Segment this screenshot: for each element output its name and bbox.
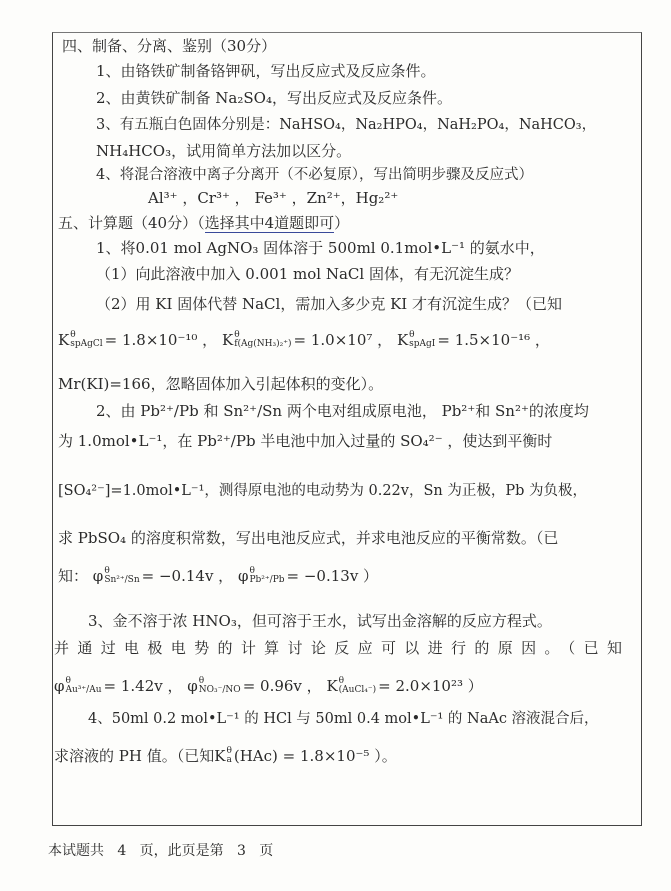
section4-ions: Al³⁺ ，Cr³⁺ ， Fe³⁺ ，Zn²⁺，Hg₂²⁺ [148, 189, 399, 207]
s5-q2-line4: 求 PbSO₄ 的溶度积常数，写出电池反应式，并求电池反应的平衡常数。（已 [58, 529, 559, 547]
ksp-agcl [58, 330, 217, 350]
known-label: 知： [58, 567, 89, 585]
ksp-agi [397, 330, 550, 350]
theta: θ [226, 746, 232, 756]
phi-au [54, 676, 182, 696]
value: (HAc) = 1.8×10⁻⁵ ）。 [233, 747, 397, 765]
s5-q4-line1: 4、50ml 0.2 mol•L⁻¹ 的 HCl 与 50ml 0.4 mol•L⁻¹ 的 NaAc 溶液混合后， [88, 711, 599, 727]
value: = 1.5×10⁻¹⁶ ， [437, 331, 550, 349]
s5-q1-part1: （1）向此溶液中加入 0.001 mol NaCl 固体，有无沉淀生成？ [96, 265, 519, 283]
ka-hac [214, 746, 396, 766]
value: = 0.96v ， [242, 677, 322, 695]
s5-q1-line1: 1、将0.01 mol AgNO₃ 固体溶于 500ml 0.1mol•L⁻¹ 的氨水中， [96, 239, 545, 257]
s5-q2-line3: [SO₄²⁻]=1.0mol•L⁻¹，测得原电池的电动势为 0.22v，Sn 为正极，Pb 为负极， [58, 483, 588, 499]
theta: θ [104, 566, 110, 576]
subscript: f(Ag(NH₃)₂⁺) [234, 339, 292, 349]
symbol: φ [54, 677, 65, 695]
section5-note: 选择其中4道题即可 [204, 214, 335, 232]
symbol: φ [92, 567, 104, 585]
theta: θ [70, 330, 76, 340]
value: = 1.0×10⁷ ， [293, 331, 393, 349]
section4-q3-line1: 3、有五瓶白色固体分别是：NaHSO₄，Na₂HPO₄，NaH₂PO₄，NaHCO₃， [96, 117, 597, 133]
section4-q3-line2: NH₄HCO₃，试用简单方法加以区分。 [96, 142, 352, 160]
symbol: K [221, 331, 234, 349]
subscript: a [226, 755, 232, 765]
section4-q1: 1、由铬铁矿制备铬钾矾，写出反应式及反应条件。 [96, 62, 436, 80]
s5-q1-part2: （2）用 KI 固体代替 NaCl，需加入多少克 KI 才有沉淀生成？（已知 [96, 295, 562, 313]
theta: θ [65, 676, 71, 686]
subscript: NO₃⁻/NO [198, 685, 241, 695]
section5-title-end: ） [334, 214, 350, 232]
value: = −0.13v ） [286, 567, 379, 585]
section5-title [58, 213, 349, 233]
text: 求溶液的 PH 值。（已知 [54, 747, 215, 765]
value: = 1.42v ， [103, 677, 183, 695]
symbol: K [396, 331, 409, 349]
symbol: φ [187, 677, 198, 695]
value: = −0.14v ， [141, 567, 234, 585]
phi-sn [93, 566, 233, 586]
section5-title-text: 五、计算题（40分）（ [58, 214, 205, 232]
symbol: φ [237, 567, 249, 585]
s5-q2-line1: 2、由 Pb²⁺/Pb 和 Sn²⁺/Sn 两个电对组成原电池， Pb²⁺和 Sn²⁺的浓度均 [96, 402, 589, 420]
subscript: Au³⁺/Au [65, 685, 102, 695]
theta: θ [198, 676, 205, 686]
section4-q4: 4、将混合溶液中离子分离开（不必复原），写出简明步骤及反应式） [96, 167, 533, 183]
s5-q2-known [58, 566, 378, 586]
s5-q1-end: Mr(KI)=166，忽略固体加入引起体积的变化）。 [58, 375, 384, 393]
theta: θ [249, 566, 255, 576]
theta: θ [234, 330, 240, 340]
theta: θ [338, 676, 345, 686]
kf-aucl4 [326, 676, 482, 696]
s5-q2-line2: 为 1.0mol•L⁻¹，在 Pb²⁺/Pb 半电池中加入过量的 SO₄²⁻ ，使达到平衡时 [58, 432, 553, 450]
subscript: spAgCl [70, 339, 103, 349]
section4-title: 四、制备、分离、鉴别（30分） [62, 37, 277, 55]
s5-q1-constants [58, 330, 550, 350]
page-footer: 本试题共 4 页，此页是第 3 页 [48, 843, 274, 859]
kf-ag-nh3 [222, 330, 392, 350]
theta: θ [409, 330, 415, 340]
s5-q3-line2: 并通过电极电势的计算讨论反应可以进行的原因。（已知 [54, 639, 622, 657]
section4-q2: 2、由黄铁矿制备 Na₂SO₄，写出反应式及反应条件。 [96, 89, 452, 107]
subscript: spAgI [409, 339, 436, 349]
symbol: K [58, 331, 70, 349]
subscript: Pb²⁺/Pb [249, 575, 285, 585]
s5-q4-line2 [54, 746, 397, 766]
s5-q3-line1: 3、金不溶于浓 HNO₃，但可溶于王水，试写出金溶解的反应方程式。 [88, 612, 552, 630]
value: = 1.8×10⁻¹⁰ ， [104, 331, 218, 349]
phi-pb [238, 566, 378, 586]
subscript: (AuCl₄⁻) [338, 685, 377, 695]
symbol: K [214, 747, 226, 765]
s5-q3-constants [54, 676, 483, 696]
phi-no3 [187, 676, 321, 696]
symbol: K [326, 677, 338, 695]
value: = 2.0×10²³ ） [378, 677, 483, 695]
subscript: Sn²⁺/Sn [104, 575, 140, 585]
